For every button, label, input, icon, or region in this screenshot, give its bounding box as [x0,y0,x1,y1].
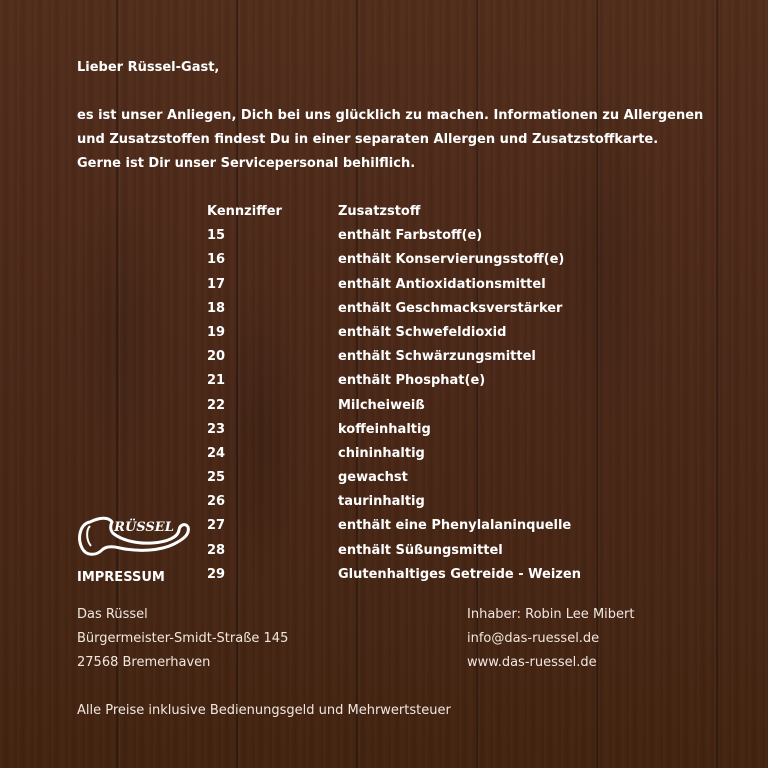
table-row [207,490,627,514]
row-additive: enthält Konservierungsstoff(e) [338,252,565,268]
row-number: 17 [207,276,226,292]
business-name: Das Rüssel [77,607,148,622]
row-number: 26 [207,494,226,510]
row-number: 25 [207,470,226,486]
logo-wordmark: RÜSSEL [114,520,174,535]
row-additive: enthält Antioxidationsmittel [338,276,546,292]
owner-name: Inhaber: Robin Lee Mibert [467,607,635,622]
row-number: 24 [207,445,226,461]
row-number: 28 [207,542,226,558]
row-additive: taurinhaltig [338,494,425,510]
row-number: 21 [207,373,226,389]
table-row [207,345,627,369]
row-additive: enthält Geschmacksverstärker [338,300,563,316]
address-block [77,603,288,675]
row-number: 16 [207,252,226,268]
row-additive: Milcheiweiß [338,397,425,413]
table-row [207,563,627,587]
elephant-trunk-logo-icon [76,506,192,562]
row-additive: Glutenhaltiges Getreide - Weizen [338,566,581,582]
greeting-line-2: und Zusatzstoffen findest Du in einer separaten Allergen und Zusatzstoffkarte. [77,132,659,147]
table-row [207,224,627,248]
table-row [207,418,627,442]
table-header [207,200,627,224]
table-row [207,442,627,466]
table-row [207,248,627,272]
table-row [207,273,627,297]
email-address: info@das-ruessel.de [467,631,600,646]
row-number: 18 [207,300,226,316]
table-row [207,514,627,538]
impressum-heading: IMPRESSUM [77,570,165,585]
row-additive: enthält Süßungsmittel [338,542,503,558]
row-additive: enthält eine Phenylalaninquelle [338,518,572,534]
row-number: 22 [207,397,226,413]
row-additive: enthält Schwefeldioxid [338,324,507,340]
website-url: www.das-ruessel.de [467,655,597,670]
row-number: 27 [207,518,226,534]
row-additive: gewachst [338,470,408,486]
header-kennziffer: Kennziffer [207,204,282,219]
row-additive: enthält Schwärzungsmittel [338,349,536,365]
owner-block [467,603,634,675]
greeting-line-3: Gerne ist Dir unser Servicepersonal behilflich. [77,156,416,171]
header-zusatzstoff: Zusatzstoff [338,204,421,219]
row-additive: chininhaltig [338,445,425,461]
row-number: 20 [207,349,226,365]
street-address: Bürgermeister-Smidt-Straße 145 [77,631,289,646]
postal-city: 27568 Bremerhaven [77,655,211,670]
price-note: Alle Preise inklusive Bedienungsgeld und Mehrwertsteuer [77,703,451,718]
row-number: 29 [207,566,226,582]
table-row [207,466,627,490]
salutation: Lieber Rüssel-Gast, [77,60,220,75]
row-number: 23 [207,421,226,437]
table-row [207,321,627,345]
row-additive: enthält Phosphat(e) [338,373,486,389]
table-row [207,369,627,393]
greeting-line-1: es ist unser Anliegen, Dich bei uns glücklich zu machen. Informationen zu Allergenen [77,108,704,123]
table-row [207,539,627,563]
table-row [207,394,627,418]
table-row [207,297,627,321]
greeting-text [77,56,717,176]
row-additive: enthält Farbstoff(e) [338,228,483,244]
row-additive: koffeinhaltig [338,421,431,437]
row-number: 15 [207,228,226,244]
row-number: 19 [207,324,226,340]
additives-table [207,200,627,587]
